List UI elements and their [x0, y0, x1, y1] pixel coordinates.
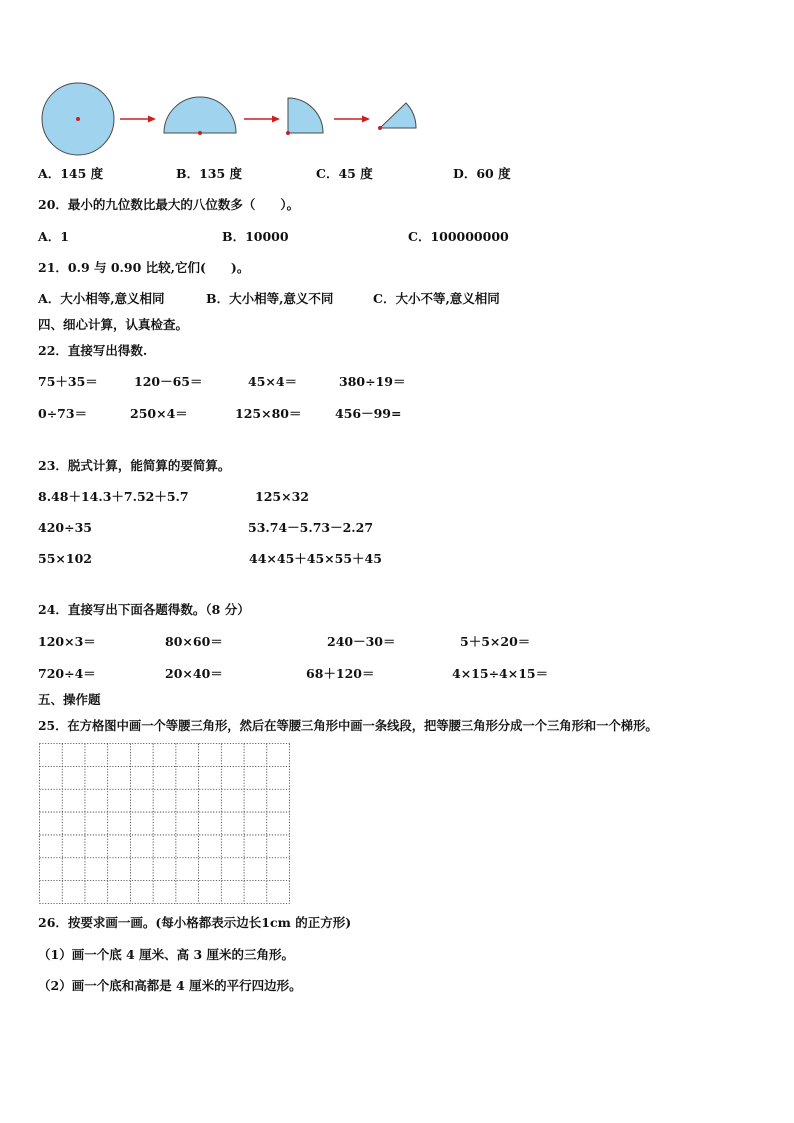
- q22-expr-6: 250×4＝: [130, 406, 188, 421]
- q20-option-c: C．100000000: [408, 229, 509, 244]
- q20-option-a: A．1: [38, 229, 69, 244]
- q24-expr-8: 4×15÷4×15＝: [452, 666, 549, 681]
- q20-stem: 20．最小的九位数比最大的八位数多（ ）。: [38, 197, 300, 212]
- arrow-head-1: [148, 116, 156, 123]
- section-4-heading: 四、细心计算，认真检查。: [38, 317, 189, 332]
- q26-item-1: （1）画一个底 4 厘米、高 3 厘米的三角形。: [38, 947, 295, 962]
- q21-option-a: A．大小相等,意义相同: [38, 291, 165, 306]
- q22-expr-3: 45×4＝: [248, 374, 298, 389]
- q22-expr-1: 75＋35＝: [38, 374, 98, 389]
- q19-option-a: A．145 度: [38, 166, 104, 181]
- section-5-heading: 五、操作题: [38, 692, 101, 707]
- q22-stem: 22．直接写出得数.: [38, 343, 148, 358]
- center-dot: [378, 126, 382, 130]
- center-dot: [286, 131, 290, 135]
- semicircle: [164, 97, 236, 133]
- q19-option-c: C．45 度: [316, 166, 373, 181]
- q24-expr-1: 120×3＝: [38, 634, 96, 649]
- q21-option-b: B．大小相等,意义不同: [206, 291, 334, 306]
- q23-expr-4: 53.74－5.73－2.27: [248, 520, 374, 535]
- center-dot: [198, 131, 202, 135]
- q24-expr-7: 68＋120＝: [306, 666, 375, 681]
- q22-expr-7: 125×80＝: [235, 406, 302, 421]
- q23-expr-1: 8.48＋14.3＋7.52＋5.7: [38, 489, 189, 504]
- q22-expr-4: 380÷19＝: [339, 374, 406, 389]
- q26-item-2: （2）画一个底和高都是 4 厘米的平行四边形。: [38, 978, 302, 993]
- arrow-head-3: [362, 116, 370, 123]
- q22-expr-2: 120－65＝: [134, 374, 203, 389]
- eighth-circle: [380, 103, 416, 128]
- q19-option-b: B．135 度: [176, 166, 243, 181]
- q21-option-c: C．大小不等,意义相同: [373, 291, 500, 306]
- q19-option-d: D．60 度: [453, 166, 511, 181]
- q24-stem: 24．直接写出下面各题得数。（8 分）: [38, 602, 250, 617]
- q24-expr-2: 80×60＝: [165, 634, 223, 649]
- q22-expr-5: 0÷73＝: [38, 406, 88, 421]
- q23-expr-3: 420÷35: [38, 520, 92, 535]
- square-grid: [39, 743, 291, 905]
- q22-expr-8: 456－99=: [335, 406, 402, 421]
- q20-option-b: B．10000: [222, 229, 289, 244]
- q25-stem: 25．在方格图中画一个等腰三角形，然后在等腰三角形中画一条线段，把等腰三角形分成一个三角形和一个梯形。: [38, 718, 658, 733]
- q24-expr-4: 5＋5×20＝: [460, 634, 531, 649]
- q26-stem: 26．按要求画一画。(每小格都表示边长1cm 的正方形): [38, 915, 352, 930]
- quarter-circle: [288, 98, 323, 133]
- q24-expr-6: 20×40＝: [165, 666, 223, 681]
- q24-expr-3: 240－30＝: [327, 634, 396, 649]
- center-dot: [76, 117, 80, 121]
- q24-expr-5: 720÷4＝: [38, 666, 96, 681]
- q23-expr-5: 55×102: [38, 551, 92, 566]
- arrow-head-2: [272, 116, 280, 123]
- q23-expr-2: 125×32: [255, 489, 309, 504]
- q23-expr-6: 44×45＋45×55＋45: [249, 551, 382, 566]
- fold-sequence-figure: [0, 0, 794, 160]
- q21-stem: 21．0.9 与 0.90 比较,它们( )。: [38, 260, 250, 275]
- q23-stem: 23．脱式计算，能简算的要简算。: [38, 458, 231, 473]
